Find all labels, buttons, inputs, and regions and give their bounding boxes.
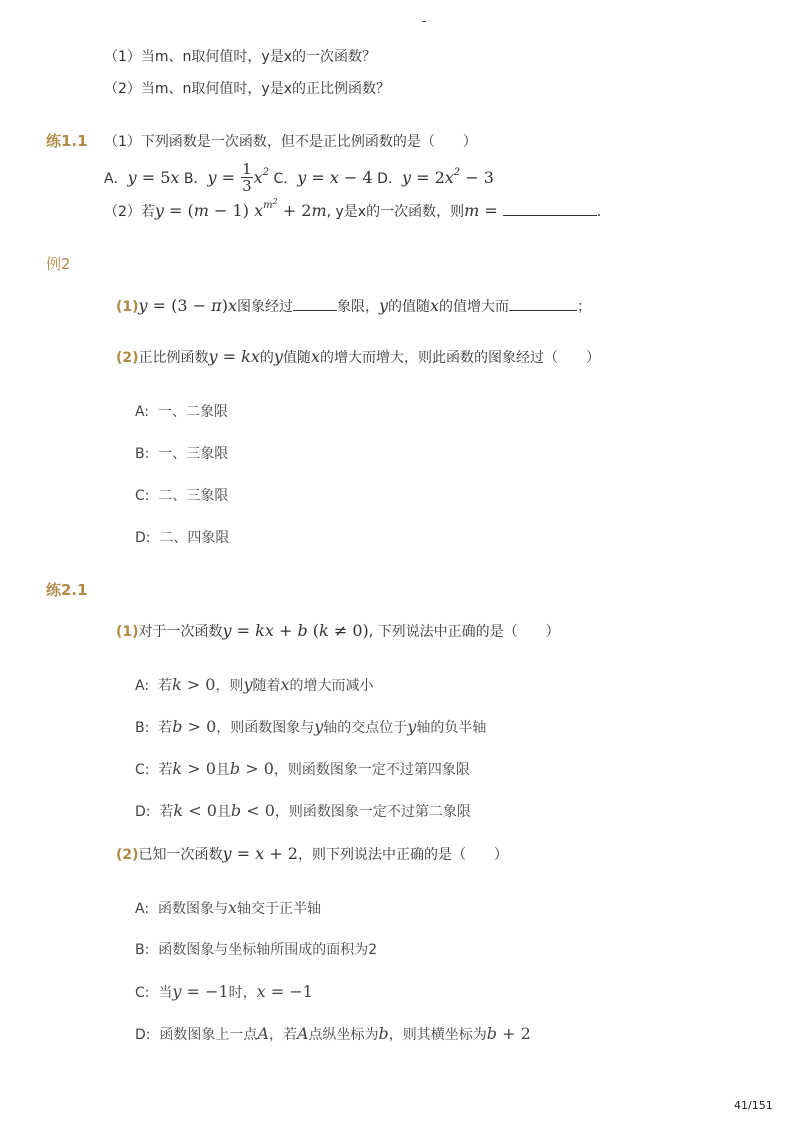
li2-question-2: (2)正比例函数y = kx的y值随x的增大而增大，则此函数的图象经过（ ） — [116, 347, 600, 366]
li2-question-1: (1)y = (3 − π)x图象经过 象限，y的值随x的值增大而 ； — [116, 296, 592, 315]
intro-question-2: （2）当m、n取何值时，y是x的正比例函数？ — [104, 81, 390, 97]
section-label-lian-1-1: 练1.1 — [46, 132, 88, 150]
lian21-q2-option-b[interactable]: B: 函数图象与坐标轴所围成的面积为2 — [135, 942, 378, 958]
q2-formula: y — [154, 201, 164, 220]
lian21-q2-option-d[interactable]: D: 函数图象上一点A，若A点纵坐标为b，则其横坐标为b + 2 — [135, 1024, 531, 1043]
lian21-q1-option-b[interactable]: B: 若b > 0，则函数图象与y轴的交点位于y轴的负半轴 — [135, 717, 487, 736]
option-c-formula: y — [297, 168, 307, 187]
lian21-question-2: (2)已知一次函数y = x + 2，则下列说法中正确的是（ ） — [116, 844, 508, 863]
option-b-formula: y — [207, 168, 217, 187]
page-number: 41/151 — [734, 1099, 773, 1112]
lian11-question-1: （1）下列函数是一次函数，但不是正比例函数的是（ ） — [104, 134, 477, 150]
option-a-formula: y — [127, 168, 137, 187]
lian21-q2-option-c[interactable]: C: 当y = −1时，x = −1 — [135, 982, 313, 1001]
section-label-lian-2-1: 练2.1 — [46, 581, 88, 599]
li2-option-b[interactable]: B: 一、三象限 — [135, 446, 229, 462]
header-mark: - — [422, 14, 427, 28]
lian21-q2-option-a[interactable]: A: 函数图象与x轴交于正半轴 — [135, 898, 321, 917]
fraction-one-third: $\frac{1}{3}$ — [242, 159, 252, 195]
answer-blank[interactable] — [503, 203, 597, 216]
option-a-letter: A． — [104, 171, 128, 187]
lian21-question-1: (1)对于一次函数y = kx + b (k ≠ 0), 下列说法中正确的是（ ） — [116, 621, 560, 640]
lian21-q1-option-a[interactable]: A: 若k > 0，则y随着x的增大而减小 — [135, 675, 374, 694]
blank-quadrant[interactable] — [293, 298, 337, 311]
li2-option-c[interactable]: C: 二、三象限 — [135, 488, 229, 504]
intro-question-1: （1）当m、n取何值时，y是x的一次函数？ — [104, 49, 376, 65]
section-label-li-2: 例2 — [46, 255, 71, 273]
li2-option-d[interactable]: D: 二、四象限 — [135, 530, 230, 546]
option-d-formula: y — [401, 168, 411, 187]
lian21-q1-option-c[interactable]: C: 若k > 0且b > 0，则函数图象一定不过第四象限 — [135, 759, 470, 778]
option-d-letter: D． — [377, 171, 402, 187]
lian11-options-row: A．y = 5x B．y = $\frac{1}{3}$ $x^2$ C．y = x − 4 D．$y = 2x^2 - 3$ — [104, 159, 494, 195]
option-c-letter: C． — [273, 171, 298, 187]
lian11-question-2: （2）若y = (m − 1) $x^{m^2} + 2m$, y是x的一次函数，则m = ． — [104, 197, 611, 220]
option-b-letter: B． — [183, 171, 208, 187]
li2-option-a[interactable]: A: 一、二象限 — [135, 404, 228, 420]
blank-trend[interactable] — [509, 298, 577, 311]
lian21-q1-option-d[interactable]: D: 若k < 0且b < 0，则函数图象一定不过第二象限 — [135, 801, 471, 820]
